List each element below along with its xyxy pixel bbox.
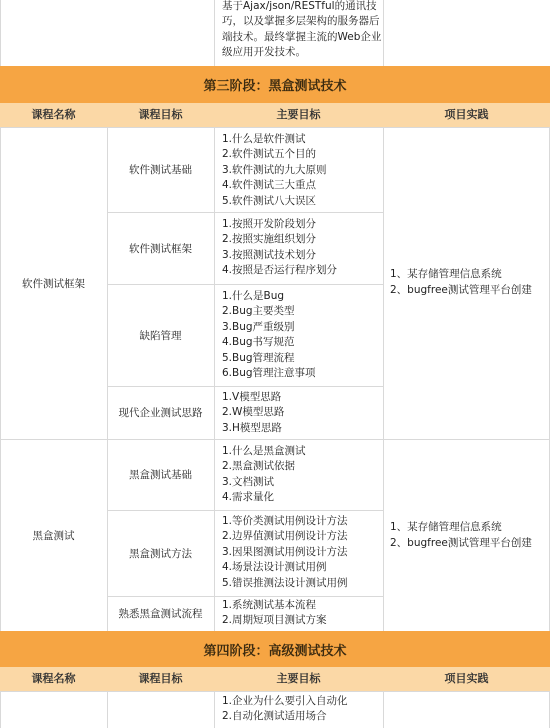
main-goal-item: 4.软件测试三大重点: [222, 179, 317, 192]
course-goal: 缺陷管理: [139, 329, 182, 342]
course-goal-cell: [107, 510, 214, 596]
main-goal-item: 2.边界值测试用例设计方法: [222, 530, 348, 543]
project-item: 2、bugfree测试管理平台创建: [390, 284, 532, 296]
main-goal-item: 3.Bug严重级别: [222, 320, 295, 333]
main-goal-item: 5.软件测试八大误区: [222, 194, 317, 207]
course-goal: 熟悉黑盒测试流程: [118, 608, 203, 620]
course-goal: 软件测试框架: [129, 242, 192, 255]
project-item: 1、某存储管理信息系统: [390, 268, 502, 280]
main-goal-item: 4.场景法设计测试用例: [222, 561, 327, 574]
course-goal: 黑盒测试基础: [129, 469, 192, 481]
main-goal-item: 4.需求量化: [222, 491, 275, 504]
stage4-title: 第四阶段：高级测试技术: [203, 644, 347, 659]
main-goal-item: 6.Bug管理注意事项: [222, 367, 316, 380]
main-goal-list: [222, 514, 348, 591]
main-goal-item: 2.软件测试五个目的: [222, 148, 317, 161]
stage3-header-row: [0, 103, 550, 127]
top-line: 端技术。最终掌握主流的Web企业: [222, 30, 382, 43]
main-goal-item: 2.自动化测试适用场合: [222, 710, 327, 723]
main-goal-item: 2.Bug主要类型: [222, 305, 295, 318]
main-goal-item: 2.周期短项目测试方案: [222, 614, 327, 627]
course-goal-cell: [107, 596, 214, 631]
stage4-banner: [0, 631, 550, 668]
main-goal-item: 1.按照开发阶段划分: [222, 218, 317, 230]
main-goal-item: 2.按照实施组织划分: [222, 233, 317, 246]
main-goal-item: 3.因果图测试用例设计方法: [222, 545, 348, 558]
main-goal-item: 5.错误推测法设计测试用例: [222, 576, 348, 589]
main-goal-item: 3.按照测试技术划分: [222, 248, 317, 261]
main-goal-item: 1.等价类测试用例设计方法: [222, 515, 348, 527]
project-cell: [390, 266, 548, 298]
course-goal-cell: [107, 284, 214, 386]
header-course-name: 课程名称: [31, 672, 76, 685]
main-goal-list: [222, 444, 306, 506]
top-description: [222, 0, 380, 61]
main-goal-item: 1.V模型思路: [222, 391, 282, 403]
header-course-goal: 课程目标: [138, 108, 183, 121]
main-goal-list: [222, 694, 348, 725]
course-name: 黑盒测试: [32, 529, 75, 542]
main-goal-item: 2.黑盒测试依据: [222, 460, 296, 473]
main-goal-item: 1.系统测试基本流程: [222, 599, 317, 611]
main-goal-item: 3.H模型思路: [222, 421, 282, 434]
course-name-cell: [0, 127, 107, 439]
stage3-title: 第三阶段：黑盒测试技术: [203, 79, 347, 94]
course-goal: 黑盒测试方法: [129, 547, 192, 560]
project-cell: [390, 519, 548, 551]
header-project: 项目实践: [444, 672, 489, 685]
header-course-name: 课程名称: [31, 108, 76, 121]
main-goal-item: 5.Bug管理流程: [222, 351, 295, 364]
main-goal-item: 4.Bug书写规范: [222, 336, 295, 349]
project-item: 1、某存储管理信息系统: [390, 521, 502, 533]
main-goal-item: 1.企业为什么要引入自动化: [222, 695, 348, 707]
course-goal-cell: [107, 127, 214, 212]
main-goal-item: 1.什么是Bug: [222, 290, 285, 302]
main-goal-item: 3.软件测试的九大原则: [222, 163, 327, 176]
main-goal-item: 4.按照是否运行程序划分: [222, 264, 338, 277]
course-goal-cell: [107, 212, 214, 284]
header-project: 项目实践: [444, 108, 489, 121]
course-goal-cell: [107, 439, 214, 510]
main-goal-item: 2.W模型思路: [222, 406, 285, 419]
course-goal: 现代企业测试思路: [118, 407, 203, 419]
main-goal-list: [222, 217, 337, 279]
top-line: 基于Ajax/json/RESTful的通讯技: [222, 0, 377, 12]
header-main-goal: 主要目标: [276, 108, 321, 121]
main-goal-list: [222, 132, 327, 209]
course-goal: 软件测试基础: [129, 164, 192, 176]
header-course-goal: 课程目标: [138, 672, 183, 685]
main-goal-list: [222, 598, 327, 629]
course-name-cell: [0, 439, 107, 631]
stage4-header-row: [0, 667, 550, 691]
main-goal-item: 3.文档测试: [222, 475, 275, 488]
top-line: 巧，以及掌握多层架构的服务器后: [222, 15, 380, 28]
header-main-goal: 主要目标: [276, 672, 321, 685]
course-goal-cell: [107, 386, 214, 439]
main-goal-item: 1.什么是黑盒测试: [222, 445, 306, 457]
main-goal-list: [222, 390, 284, 436]
main-goal-item: 1.什么是软件测试: [222, 133, 306, 145]
main-goal-list: [222, 289, 316, 381]
top-line: 级应用开发技术。: [222, 46, 306, 59]
stage3-banner: [0, 66, 550, 103]
course-name: 软件测试框架: [22, 277, 85, 290]
project-item: 2、bugfree测试管理平台创建: [390, 537, 532, 549]
